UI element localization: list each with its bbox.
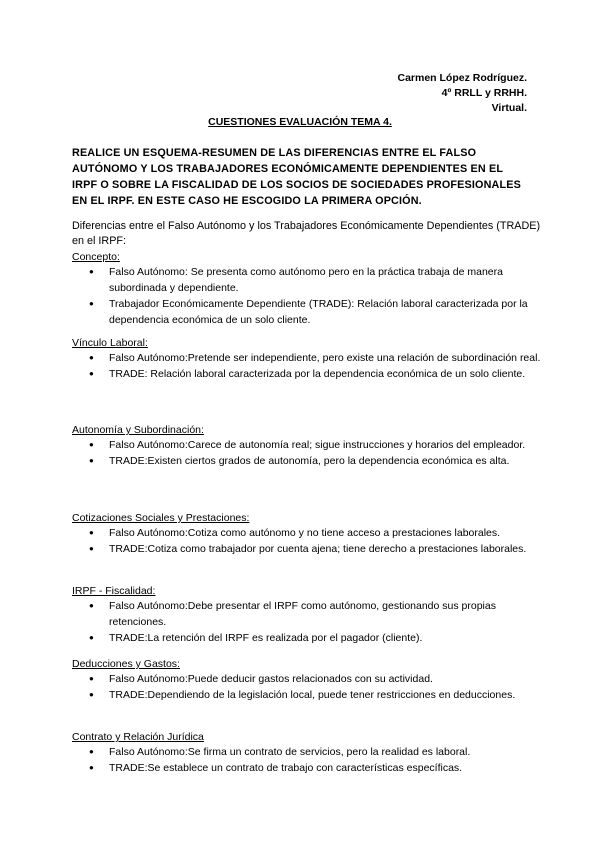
section-title: Vínculo Laboral:	[72, 337, 148, 349]
question-line: REALICE UN ESQUEMA-RESUMEN DE LAS DIFERENCIAS ENTRE EL FALSO	[72, 147, 477, 159]
section-title: Cotizaciones Sociales y Prestaciones:	[72, 512, 250, 524]
list-item: ● Falso Autónomo:Debe presentar el IRPF como autónomo, gestionando sus propias retenciones.	[72, 598, 542, 630]
section-title: Concepto:	[72, 251, 120, 263]
list-item: ● Falso Autónomo:Se firma un contrato de servicios, pero la realidad es laboral.	[72, 744, 542, 760]
intro-paragraph: Diferencias entre el Falso Autónomo y los Trabajadores Económicamente Dependientes (TRADE) en el IRPF:	[72, 220, 541, 247]
bullet-list	[72, 437, 542, 469]
list-item: ● TRADE:Existen ciertos grados de autonomía, pero la dependencia económica es alta.	[72, 453, 542, 469]
question-statement	[72, 145, 532, 209]
list-item: ● Falso Autónomo:Cotiza como autónomo y no tiene acceso a prestaciones laborales.	[72, 525, 542, 541]
section-deducciones-gastos	[72, 657, 542, 703]
list-item: ● TRADE:Dependiendo de la legislación local, puede tener restricciones en deducciones.	[72, 687, 542, 703]
section-vinculo-laboral	[72, 336, 542, 382]
section-concepto	[72, 250, 542, 328]
list-item: ● Falso Autónomo:Pretende ser independiente, pero existe una relación de subordinación real.	[72, 350, 542, 366]
section-cotizaciones-prestaciones	[72, 511, 542, 557]
bullet-list	[72, 350, 542, 382]
author-name: Carmen López Rodríguez.	[397, 72, 527, 84]
author-block	[397, 71, 527, 116]
list-item: ● Trabajador Económicamente Dependiente (TRADE): Relación laboral caracterizada por la dependencia económica de un solo cliente.	[72, 296, 542, 328]
section-title: IRPF - Fiscalidad:	[72, 585, 156, 597]
bullet-list	[72, 264, 542, 328]
question-line: IRPF O SOBRE LA FISCALIDAD DE LOS SOCIOS DE SOCIEDADES PROFESIONALES	[72, 179, 521, 191]
list-item: ● Falso Autónomo:Puede deducir gastos relacionados con su actividad.	[72, 671, 542, 687]
bullet-list	[72, 744, 542, 776]
list-item: ● TRADE:Cotiza como trabajador por cuenta ajena; tiene derecho a prestaciones laborales.	[72, 541, 542, 557]
question-line: EN EL IRPF. EN ESTE CASO HE ESCOGIDO LA PRIMERA OPCIÓN.	[72, 195, 422, 207]
author-course: 4º RRLL y RRHH.	[441, 87, 527, 99]
section-contrato-relacion-juridica	[72, 730, 542, 776]
section-irpf-fiscalidad	[72, 584, 542, 646]
question-line: AUTÓNOMO Y LOS TRABAJADORES ECONÓMICAMENTE DEPENDIENTES EN EL	[72, 163, 504, 175]
bullet-list	[72, 671, 542, 703]
section-title: Autonomía y Subordinación:	[72, 424, 204, 436]
list-item: ● TRADE: Relación laboral caracterizada por la dependencia económica de un solo cliente.	[72, 366, 542, 382]
document-title-text: CUESTIONES EVALUACIÓN TEMA 4.	[208, 116, 392, 128]
list-item: ● Falso Autónomo: Se presenta como autónomo pero en la práctica trabaja de manera subordinada y dependiente.	[72, 264, 542, 296]
bullet-list	[72, 598, 542, 646]
section-autonomia-subordinacion	[72, 423, 542, 469]
document-title	[0, 116, 600, 128]
list-item: ● TRADE:La retención del IRPF es realizada por el pagador (cliente).	[72, 630, 542, 646]
author-mode: Virtual.	[491, 102, 527, 114]
section-title: Contrato y Relación Jurídica	[72, 731, 204, 743]
bullet-list	[72, 525, 542, 557]
list-item: ● Falso Autónomo:Carece de autonomía real; sigue instrucciones y horarios del empleador.	[72, 437, 542, 453]
list-item: ● TRADE:Se establece un contrato de trabajo con características específicas.	[72, 760, 542, 776]
section-title: Deducciones y Gastos:	[72, 658, 180, 670]
